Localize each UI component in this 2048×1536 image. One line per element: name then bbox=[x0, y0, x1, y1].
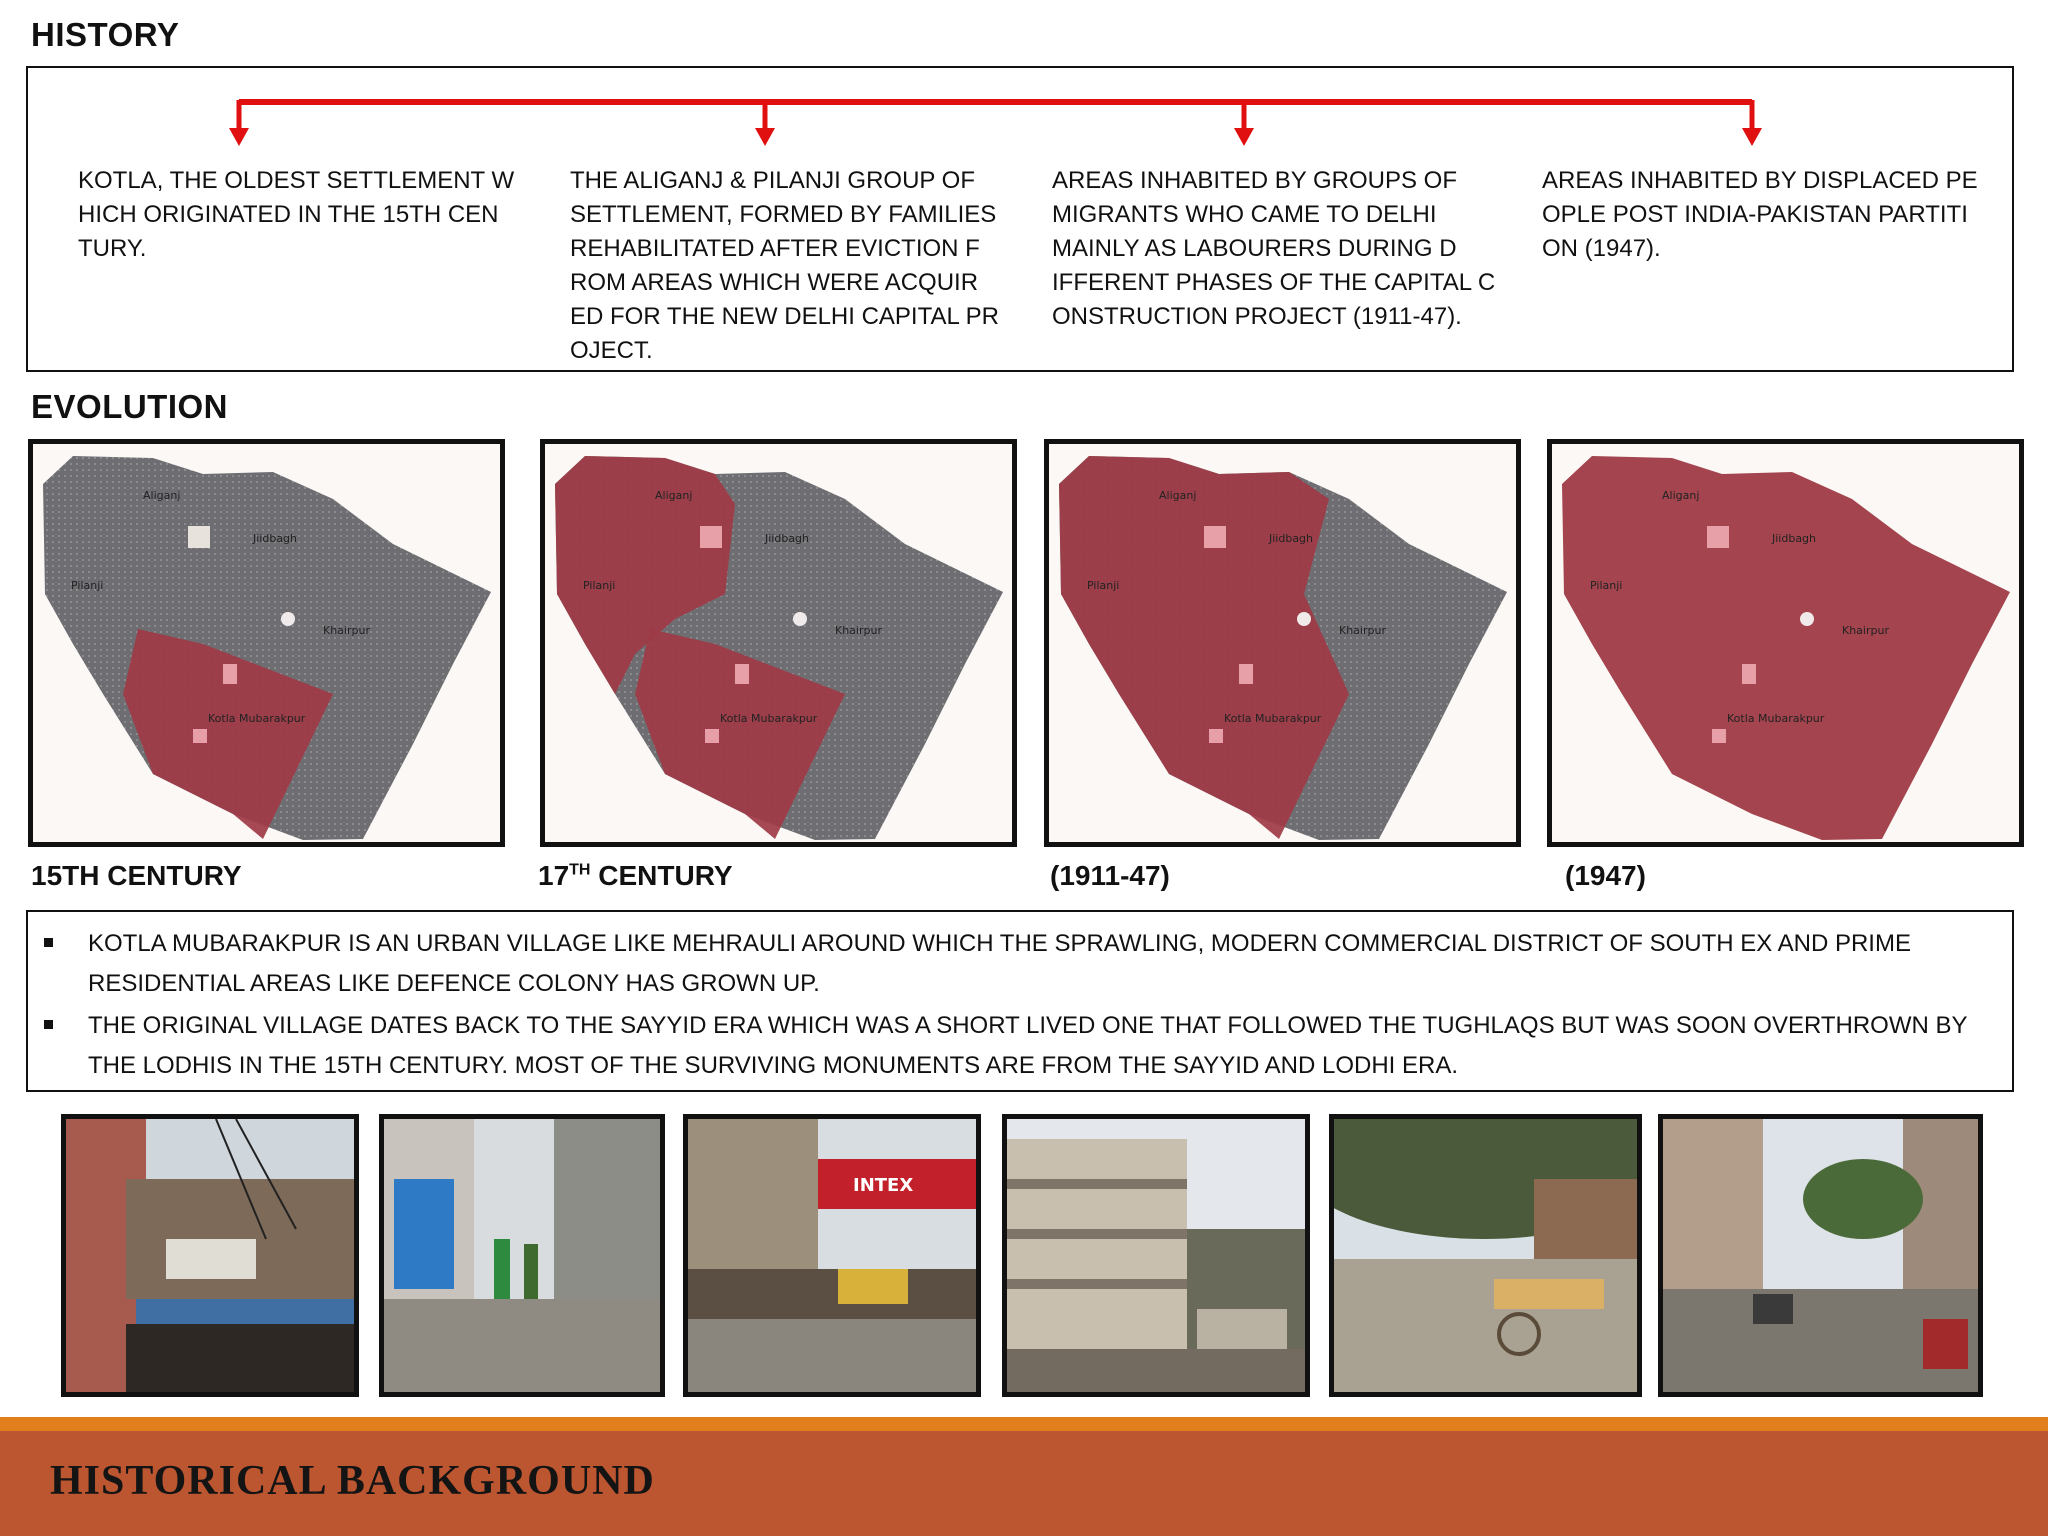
history-item-kotla: KOTLA, THE OLDEST SETTLEMENT W HICH ORIGINATED IN THE 15TH CEN TURY. bbox=[78, 167, 515, 262]
map-label-jiidbagh: Jiidbagh bbox=[1772, 532, 1817, 545]
map-label-pilanji: Pilanji bbox=[71, 579, 104, 592]
street-photo-1 bbox=[61, 1114, 359, 1397]
shop-banner-text: INTEX bbox=[853, 1175, 914, 1196]
photo-graphic bbox=[688, 1119, 976, 1392]
map-label-kotla: Kotla Mubarakpur bbox=[1727, 712, 1825, 725]
map-label-aliganj: Aliganj bbox=[655, 489, 693, 502]
evolution-map-1947 bbox=[1547, 439, 2024, 847]
map-caption-1947 bbox=[1565, 860, 1646, 892]
street-photo-5 bbox=[1329, 1114, 1642, 1397]
map-graphic bbox=[1552, 444, 2019, 842]
map-label-pilanji: Pilanji bbox=[1590, 579, 1623, 592]
note-text: THE ORIGINAL VILLAGE DATES BACK TO THE SAYYID ERA WHICH WAS A SHORT LIVED ONE THAT FOLLOWED THE TUGHLAQS BUT WAS SOON OVERTHROWN BY THE LODHIS IN THE 15TH CENTURY. MOST OF THE SURVIVING MONUMENTS ARE FROM THE SAYYID AND LODHI ERA. bbox=[88, 1012, 1968, 1079]
photo-graphic bbox=[1334, 1119, 1637, 1392]
note-item bbox=[88, 1006, 1988, 1086]
note-item bbox=[88, 924, 1988, 1004]
caption-text: 17 bbox=[538, 860, 570, 891]
map-caption-17th-century bbox=[538, 860, 733, 892]
map-graphic bbox=[1049, 444, 1516, 842]
street-photo-4 bbox=[1002, 1114, 1310, 1397]
footer-accent-stripe bbox=[0, 1417, 2048, 1431]
evolution-map-1911-47 bbox=[1044, 439, 1521, 847]
map-label-pilanji: Pilanji bbox=[1087, 579, 1120, 592]
map-caption-1911-47 bbox=[1050, 860, 1170, 892]
evolution-map-17th-century bbox=[540, 439, 1017, 847]
notes-box bbox=[26, 910, 2014, 1092]
map-label-jiidbagh: Jiidbagh bbox=[1269, 532, 1314, 545]
evolution-heading: EVOLUTION bbox=[31, 388, 229, 425]
footer-band bbox=[0, 1431, 2048, 1536]
evolution-map-15th-century bbox=[28, 439, 505, 847]
map-graphic bbox=[545, 444, 1012, 842]
timeline-arrow bbox=[1234, 100, 1254, 146]
photo-graphic bbox=[1007, 1119, 1305, 1392]
street-photo-6 bbox=[1658, 1114, 1983, 1397]
caption-superscript: TH bbox=[569, 861, 591, 879]
monument-marker bbox=[188, 526, 210, 548]
history-timeline-box bbox=[26, 66, 2014, 372]
caption-text: 15TH CENTURY bbox=[31, 860, 242, 891]
caption-text: (1947) bbox=[1565, 860, 1646, 891]
map-label-khairpur: Khairpur bbox=[323, 624, 370, 637]
timeline-arrow bbox=[1742, 100, 1762, 146]
caption-text-tail: CENTURY bbox=[590, 860, 733, 891]
timeline-arrow bbox=[755, 100, 775, 146]
page-title: HISTORICAL BACKGROUND bbox=[50, 1458, 655, 1504]
street-photo-2 bbox=[379, 1114, 665, 1397]
map-label-khairpur: Khairpur bbox=[1842, 624, 1889, 637]
map-label-jiidbagh: Jiidbagh bbox=[253, 532, 298, 545]
history-heading: HISTORY bbox=[31, 16, 180, 53]
note-text: KOTLA MUBARAKPUR IS AN URBAN VILLAGE LIKE MEHRAULI AROUND WHICH THE SPRAWLING, MODERN COMMERCIAL DISTRICT OF SOUTH EX AND PRIME RESIDENTIAL AREAS LIKE DEFENCE COLONY HAS GROWN UP. bbox=[88, 930, 1911, 997]
timeline-arrow bbox=[229, 100, 249, 146]
map-graphic bbox=[33, 444, 500, 842]
map-label-pilanji: Pilanji bbox=[583, 579, 616, 592]
map-label-aliganj: Aliganj bbox=[1159, 489, 1197, 502]
caption-text: (1911-47) bbox=[1050, 860, 1170, 891]
history-item-partition: AREAS INHABITED BY DISPLACED PE OPLE POST INDIA-PAKISTAN PARTITI ON (1947). bbox=[1542, 167, 1978, 262]
map-label-kotla: Kotla Mubarakpur bbox=[208, 712, 306, 725]
history-item-aliganj-pilanji: THE ALIGANJ & PILANJI GROUP OF SETTLEMENT, FORMED BY FAMILIES REHABILITATED AFTER EVICTION F ROM AREAS WHICH WERE ACQUIR ED FOR THE NEW DELHI CAPITAL PR OJECT. bbox=[570, 167, 999, 364]
street-photo-3 bbox=[683, 1114, 981, 1397]
map-label-khairpur: Khairpur bbox=[835, 624, 882, 637]
history-item-migrants: AREAS INHABITED BY GROUPS OF MIGRANTS WHO CAME TO DELHI MAINLY AS LABOURERS DURING D IFFERENT PHASES OF THE CAPITAL C ONSTRUCTION PROJECT (1911-47). bbox=[1052, 167, 1496, 330]
square-bullet-icon bbox=[44, 1020, 53, 1029]
map-label-jiidbagh: Jiidbagh bbox=[765, 532, 810, 545]
map-label-aliganj: Aliganj bbox=[1662, 489, 1700, 502]
map-caption-15th-century bbox=[31, 860, 242, 892]
map-label-kotla: Kotla Mubarakpur bbox=[720, 712, 818, 725]
map-label-aliganj: Aliganj bbox=[143, 489, 181, 502]
photo-graphic bbox=[1663, 1119, 1978, 1392]
square-bullet-icon bbox=[44, 938, 53, 947]
photo-graphic bbox=[66, 1119, 354, 1392]
map-label-kotla: Kotla Mubarakpur bbox=[1224, 712, 1322, 725]
map-label-khairpur: Khairpur bbox=[1339, 624, 1386, 637]
photo-graphic bbox=[384, 1119, 660, 1392]
